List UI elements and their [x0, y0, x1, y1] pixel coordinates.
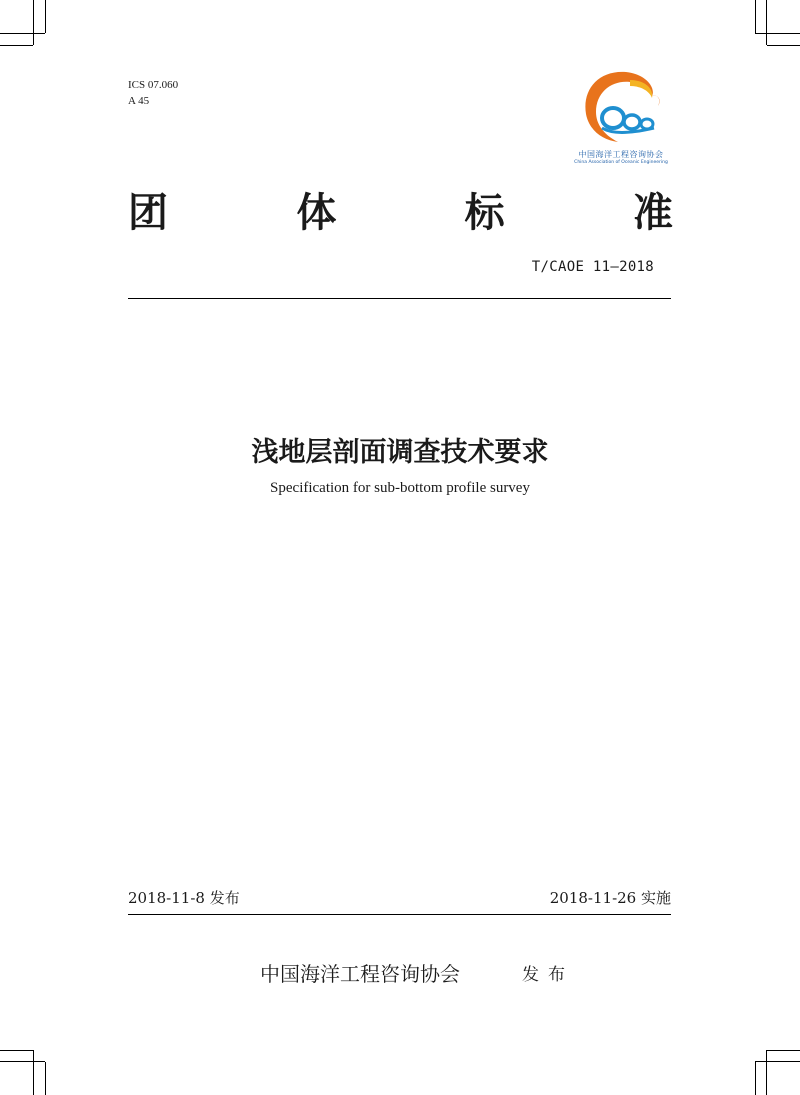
crop-mark-bottom-right — [755, 1062, 756, 1095]
logo-name-cn: 中国海洋工程咨询协会 — [578, 150, 664, 159]
crop-mark-top-left — [45, 0, 46, 33]
crop-mark-top-left — [33, 0, 34, 45]
footer-divider — [128, 914, 671, 915]
crop-mark-bottom-right — [755, 1061, 800, 1062]
crop-mark-top-left — [0, 33, 45, 34]
crop-mark-top-right — [766, 0, 767, 45]
crop-mark-bottom-left — [0, 1061, 45, 1062]
ics-code: ICS 07.060 — [128, 79, 179, 91]
crop-mark-top-left — [0, 45, 33, 46]
crop-mark-top-right — [755, 0, 756, 33]
document-title-en: Specification for sub-bottom profile survey — [270, 480, 530, 496]
logo-name-en: China Association of Oceanic Engineering — [574, 160, 668, 165]
crop-mark-bottom-right — [766, 1050, 767, 1095]
crop-mark-bottom-left — [0, 1050, 33, 1051]
ccs-code: A 45 — [128, 95, 150, 107]
standard-category-char: 准 — [632, 190, 673, 236]
association-logo-mark-icon — [566, 66, 678, 150]
standard-category-char: 标 — [464, 190, 505, 236]
crop-mark-top-right — [767, 45, 800, 46]
document-title-cn: 浅地层剖面调查技术要求 — [251, 437, 549, 468]
standard-category — [128, 188, 673, 238]
standard-category-char: 团 — [128, 190, 168, 236]
crop-mark-top-right — [755, 33, 800, 34]
implementation-date: 2018-11-26 实施 — [549, 889, 671, 907]
standard-category-char: 体 — [296, 190, 337, 236]
publisher-name: 中国海洋工程咨询协会 — [260, 962, 460, 986]
crop-mark-bottom-left — [45, 1062, 46, 1095]
header-divider — [128, 298, 671, 299]
issue-date: 2018-11-8 发布 — [128, 889, 240, 907]
crop-mark-bottom-right — [767, 1050, 800, 1051]
standard-number: T/CAOE 11—2018 — [531, 259, 654, 275]
publish-label: 发布 — [522, 965, 574, 985]
classification-codes — [128, 77, 178, 109]
crop-mark-bottom-left — [33, 1050, 34, 1095]
